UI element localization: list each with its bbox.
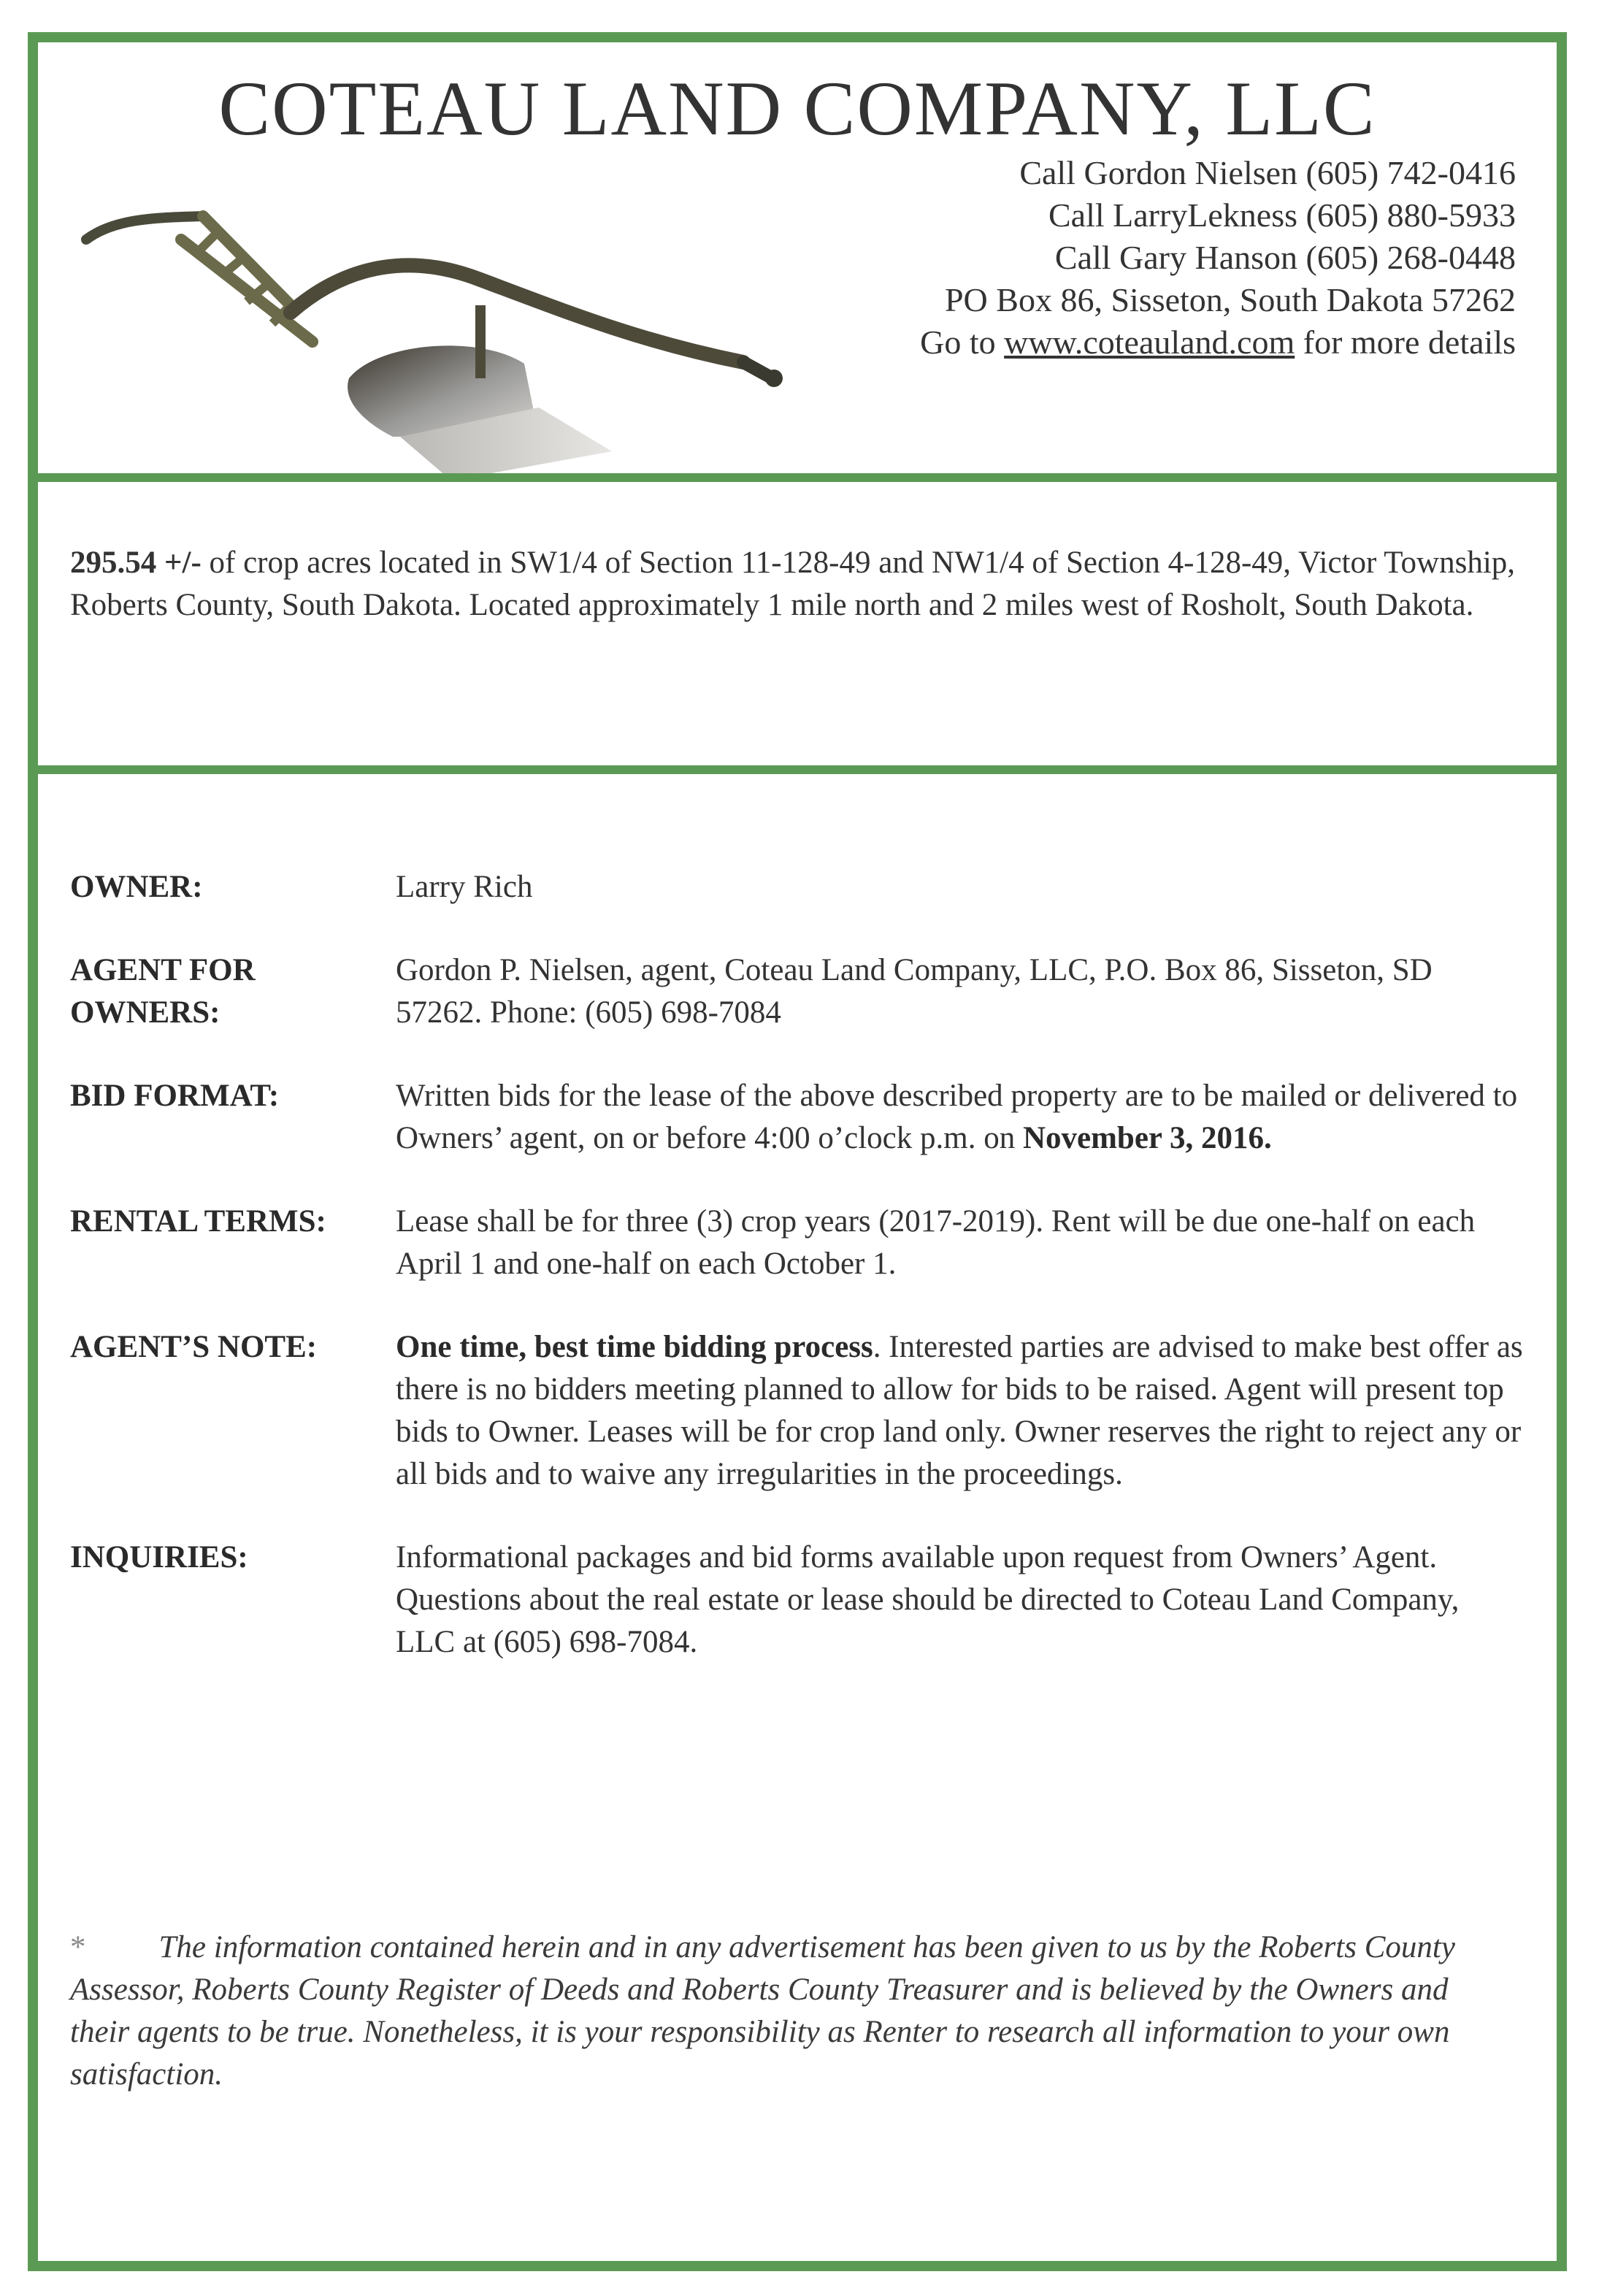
rental-terms-label: RENTAL TERMS:	[70, 1204, 326, 1239]
agents-note-emphasis: One time, best time bidding process	[396, 1330, 873, 1364]
acreage: 295.54 +/-	[70, 546, 202, 580]
owner-value: Larry Rich	[396, 870, 533, 904]
company-title: COTEAU LAND COMPANY, LLC	[218, 66, 1376, 151]
website-prefix: Go to	[920, 324, 1005, 361]
legal-description-text: of crop acres located in SW1/4 of Section 11-128-49 and NW1/4 of Section 4-128-49, Victor Township, Roberts County, South Dakota. Located approximately 1 mile north and 2 miles west of Rosholt, South Dakota.	[70, 546, 1516, 622]
owner-row	[70, 866, 1523, 908]
bid-format-text: Written bids for the lease of the above described property are to be mailed or delivered to Owners’ agent, on or before 4:00 o’clock p.m. on	[396, 1079, 1518, 1155]
inquiries-value: Informational packages and bid forms available upon request from Owners’ Agent. Questions about the real estate or lease should be directed to Coteau Land Company, LLC at (605) 698-7084.	[396, 1540, 1460, 1659]
agents-note-value	[396, 1326, 1523, 1496]
agent-row	[70, 949, 1523, 1034]
website-link[interactable]: www.coteauland.com	[1004, 324, 1295, 361]
website-line	[920, 321, 1516, 364]
agent-label-line1: AGENT FOR	[70, 953, 256, 987]
agent-label	[70, 949, 396, 1034]
disclaimer-text: The information contained herein and in any advertisement has been given to us by the Roberts County Assessor, Roberts County Register of Deeds and Roberts County Treasurer and is believed by the Owners and their agents to be true. Nonetheless, it is your responsibility as Renter to research all information to your own satisfaction.	[70, 1930, 1455, 2092]
mailing-address: PO Box 86, Sisseton, South Dakota 57262	[944, 281, 1516, 318]
inquiries-label: INQUIRIES:	[70, 1540, 248, 1574]
lease-terms	[70, 866, 1523, 1704]
bid-format-value	[396, 1075, 1523, 1160]
bid-format-row	[70, 1075, 1523, 1160]
contact-line-gordon: Call Gordon Nielsen (605) 742-0416	[1019, 154, 1516, 191]
section-divider	[38, 473, 1557, 482]
agents-note-text: . Interested parties are advised to make best offer as there is no bidders meeting planned to allow for bids to be raised. Agent will present top bids to Owner. Leases will be for crop land only. Owner reserves the right to reject any or all bids and to waive any irregularities in the proceedings.	[396, 1330, 1523, 1491]
agents-note-label: AGENT’S NOTE:	[70, 1330, 318, 1364]
agent-value: Gordon P. Nielsen, agent, Coteau Land Company, LLC, P.O. Box 86, Sisseton, SD 57262. Phone: (605) 698-7084	[396, 953, 1433, 1030]
rental-terms-row	[70, 1201, 1523, 1285]
page-border	[28, 32, 1567, 2271]
bid-format-label: BID FORMAT:	[70, 1079, 280, 1113]
agents-note-row	[70, 1326, 1523, 1496]
contact-info	[920, 152, 1516, 364]
legal-description	[70, 542, 1520, 627]
rental-terms-value: Lease shall be for three (3) crop years (2017-2019). Rent will be due one-half on each April 1 and one-half on each October 1.	[396, 1204, 1476, 1281]
contact-line-larry: Call LarryLekness (605) 880-5933	[1048, 196, 1516, 234]
agent-label-line2: OWNERS:	[70, 995, 221, 1030]
inquiries-row	[70, 1537, 1523, 1664]
owner-label: OWNER:	[70, 870, 203, 904]
disclaimer-marker: *	[70, 1930, 86, 1964]
bid-deadline: November 3, 2016.	[1022, 1121, 1272, 1155]
disclaimer	[70, 1926, 1513, 2096]
website-suffix: for more details	[1295, 324, 1516, 361]
contact-line-gary: Call Gary Hanson (605) 268-0448	[1054, 239, 1516, 276]
section-divider	[38, 765, 1557, 774]
plow-illustration	[72, 159, 845, 481]
